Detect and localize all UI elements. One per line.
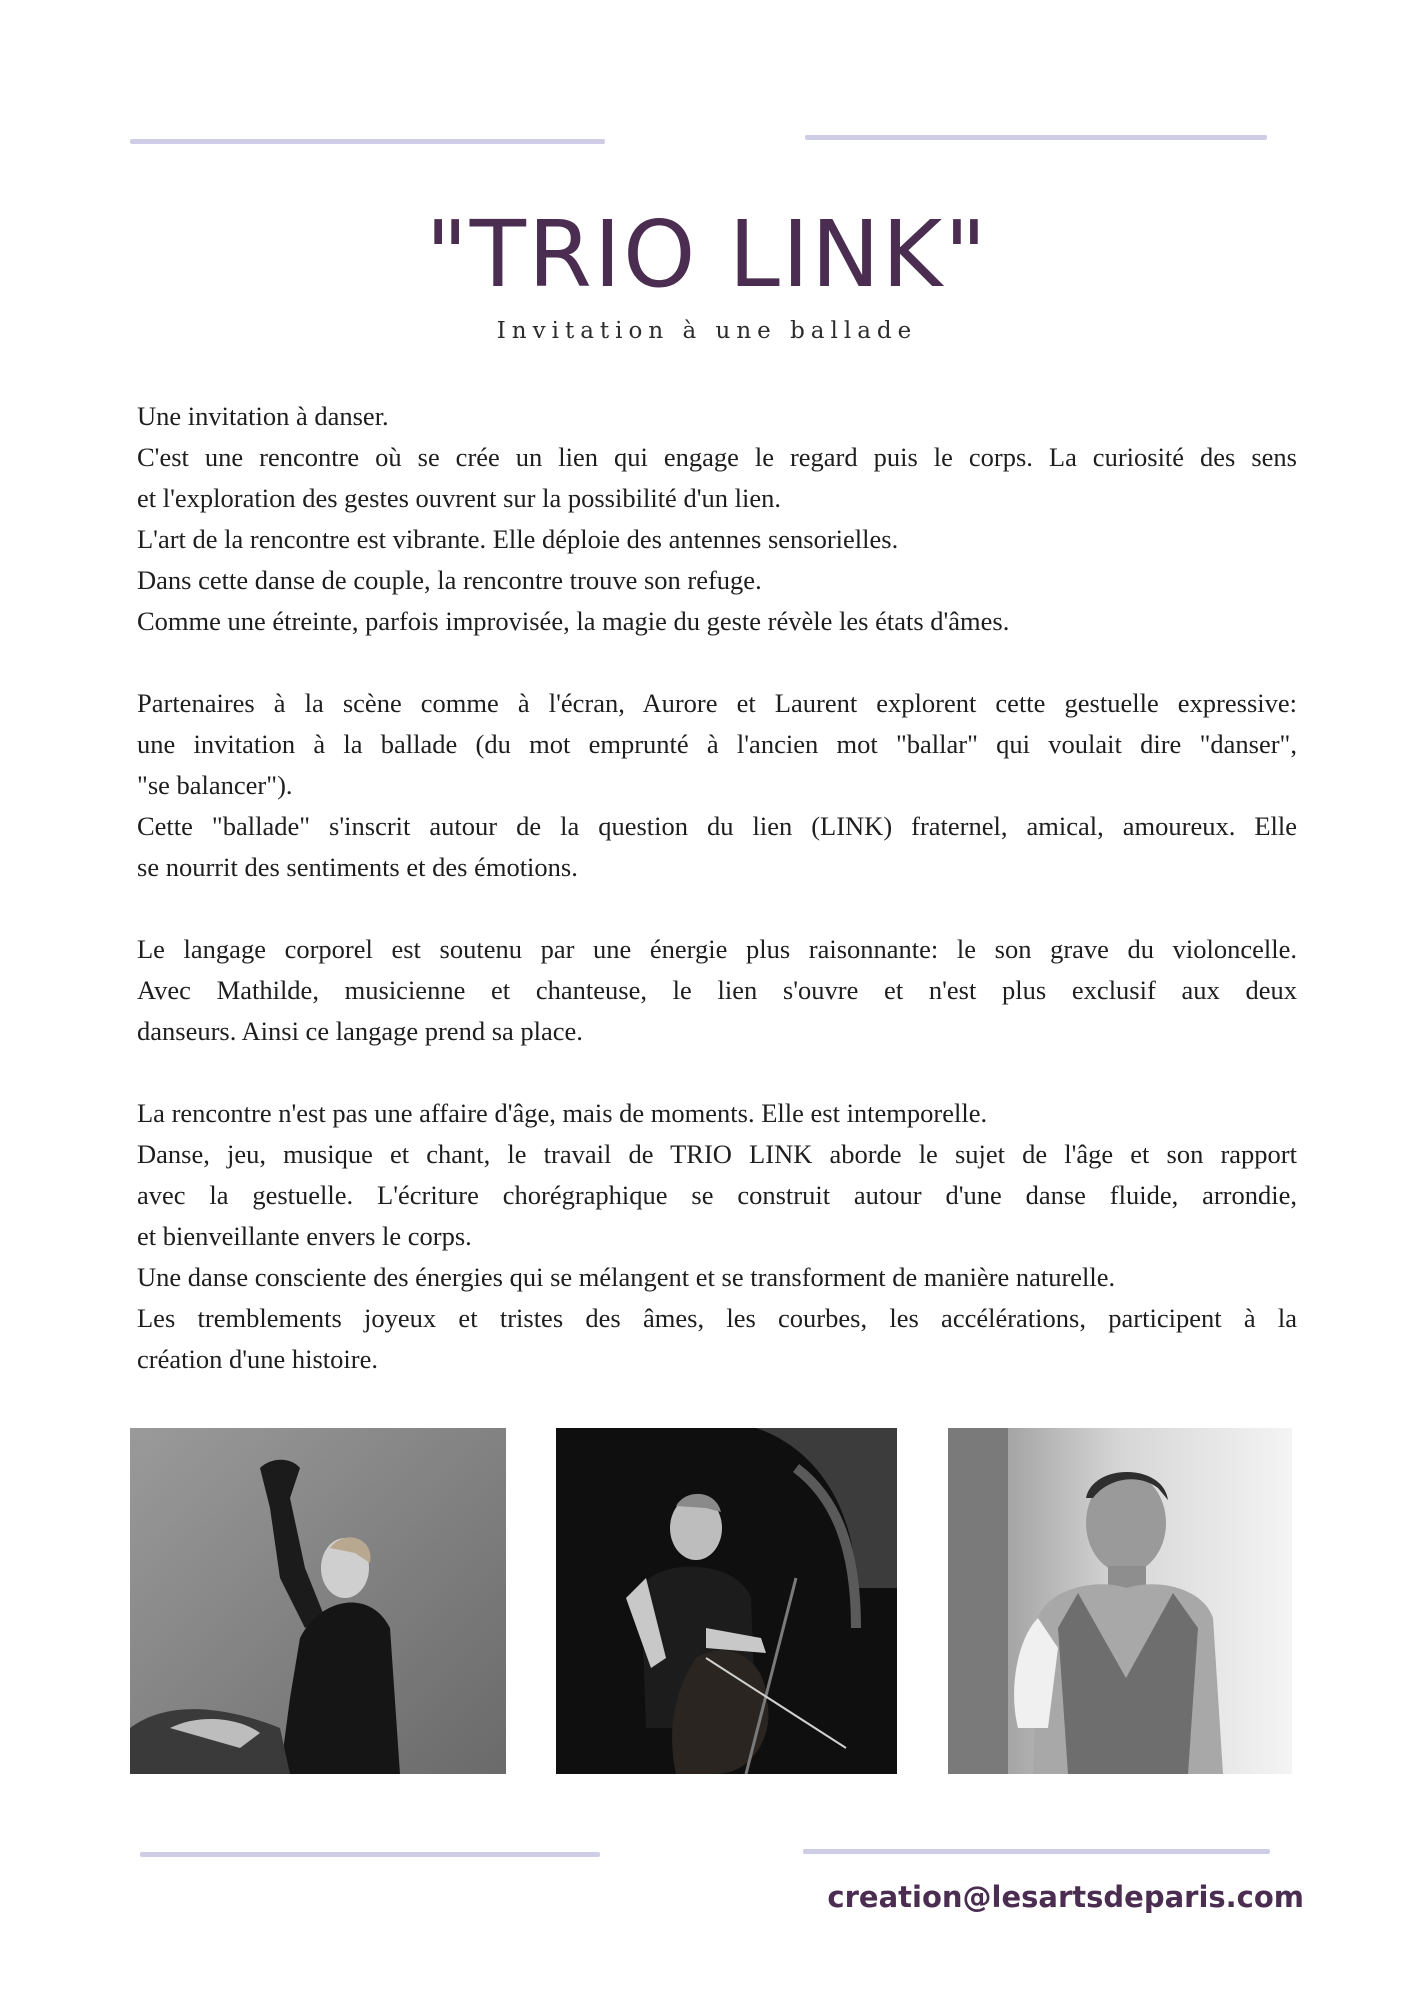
- text-line: une invitation à la ballade (du mot emprunté à l'ancien mot "ballar" qui voulait dire "danser",: [137, 729, 1297, 759]
- text-line: La rencontre n'est pas une affaire d'âge, mais de moments. Elle est intemporelle.: [137, 1098, 988, 1128]
- page-subtitle: Invitation à une ballade: [496, 318, 918, 344]
- paragraph-2: [137, 683, 1297, 888]
- text-line: avec la gestuelle. L'écriture chorégraphique se construit autour d'une danse fluide, arrondie,: [137, 1180, 1297, 1210]
- text-line: Une danse consciente des énergies qui se mélangent et se transforment de manière naturelle.: [137, 1262, 1116, 1292]
- bottom-left-rule: [140, 1852, 600, 1857]
- text-line: "se balancer").: [137, 770, 293, 800]
- text-line: Dans cette danse de couple, la rencontre trouve son refuge.: [137, 565, 762, 595]
- top-left-rule: [130, 139, 605, 144]
- bottom-right-rule: [803, 1849, 1270, 1854]
- paragraph-3: [137, 929, 1297, 1052]
- text-line: et l'exploration des gestes ouvrent sur la possibilité d'un lien.: [137, 483, 781, 513]
- text-line: Comme une étreinte, parfois improvisée, la magie du geste révèle les états d'âmes.: [137, 606, 1010, 636]
- top-right-rule: [805, 135, 1267, 140]
- text-line: et bienveillante envers le corps.: [137, 1221, 472, 1251]
- contact-email[interactable]: creation@lesartsdeparis.com: [827, 1880, 1304, 1914]
- text-line: se nourrit des sentiments et des émotions.: [137, 852, 578, 882]
- text-line: Partenaires à la scène comme à l'écran, Aurore et Laurent explorent cette gestuelle expressive:: [137, 688, 1297, 718]
- text-line: L'art de la rencontre est vibrante. Elle déploie des antennes sensorielles.: [137, 524, 899, 554]
- text-line: C'est une rencontre où se crée un lien qui engage le regard puis le corps. La curiosité des sens: [137, 442, 1297, 472]
- text-line: Les tremblements joyeux et tristes des âmes, les courbes, les accélérations, participent à la: [137, 1303, 1297, 1333]
- paragraph-1: [137, 396, 1297, 642]
- text-line: Une invitation à danser.: [137, 401, 389, 431]
- text-line: Le langage corporel est soutenu par une énergie plus raisonnante: le son grave du violoncelle.: [137, 934, 1297, 964]
- dancer-man-photo: [948, 1428, 1292, 1774]
- dancer-woman-photo: [130, 1428, 506, 1774]
- cellist-photo: [556, 1428, 897, 1774]
- text-line: Danse, jeu, musique et chant, le travail de TRIO LINK aborde le sujet de l'âge et son rapport: [137, 1139, 1297, 1169]
- text-line: création d'une histoire.: [137, 1344, 378, 1374]
- page-title: "TRIO LINK": [425, 201, 989, 308]
- text-line: Avec Mathilde, musicienne et chanteuse, le lien s'ouvre et n'est plus exclusif aux deux: [137, 975, 1297, 1005]
- body-text: [137, 396, 1297, 1421]
- paragraph-4: [137, 1093, 1297, 1380]
- text-line: danseurs. Ainsi ce langage prend sa place.: [137, 1016, 583, 1046]
- text-line: Cette "ballade" s'inscrit autour de la question du lien (LINK) fraternel, amical, amoureux. Elle: [137, 811, 1297, 841]
